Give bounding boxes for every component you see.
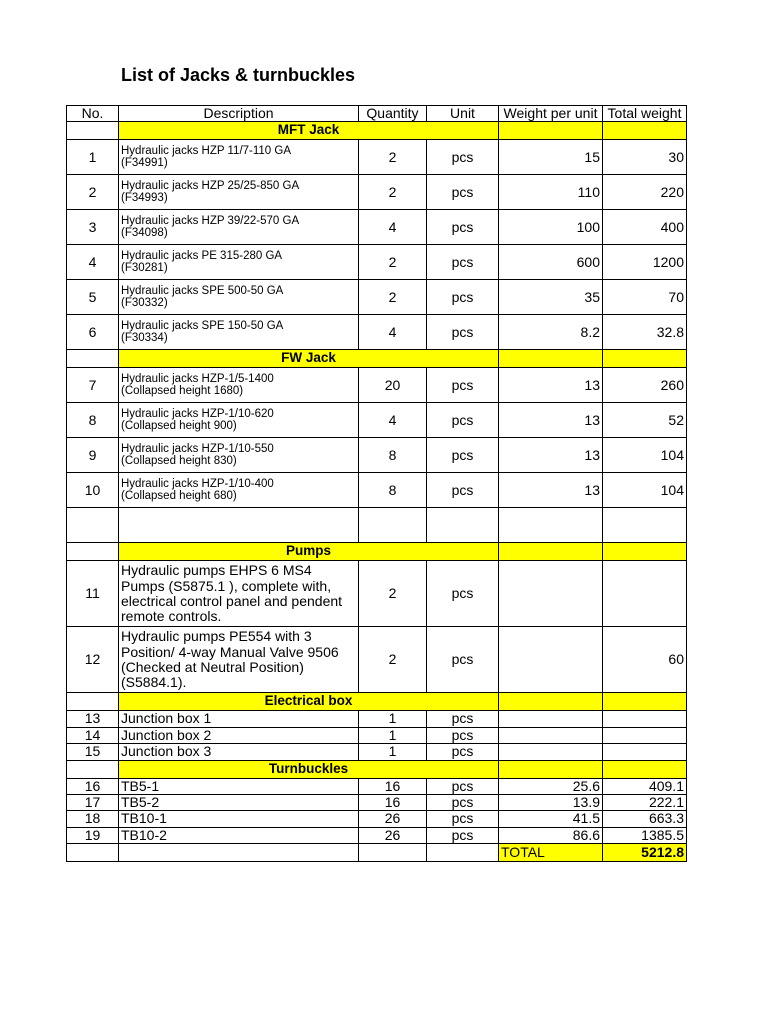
row-weight-per-unit: 13.9 [499, 794, 603, 810]
row-description: TB5-1 [119, 778, 359, 794]
row-unit: pcs [427, 744, 499, 760]
section-pumps: Pumps [119, 543, 499, 561]
table-row [67, 778, 687, 794]
row-weight-per-unit: 25.6 [499, 778, 603, 794]
row-unit: pcs [427, 727, 499, 743]
row-unit: pcs [427, 140, 499, 175]
row-unit: pcs [427, 473, 499, 508]
row-unit: pcs [427, 561, 499, 627]
row-weight-per-unit: 86.6 [499, 827, 603, 843]
row-unit: pcs [427, 794, 499, 810]
row-quantity: 2 [359, 561, 427, 627]
row-description: Hydraulic jacks HZP-1/10-620 (Collapsed height 900) [119, 403, 359, 438]
row-total-weight: 260 [603, 368, 687, 403]
row-quantity: 26 [359, 827, 427, 843]
row-weight-per-unit [499, 627, 603, 693]
header-description: Description [119, 106, 359, 122]
row-description: Hydraulic jacks HZP-1/5-1400 (Collapsed height 1680) [119, 368, 359, 403]
row-quantity: 8 [359, 438, 427, 473]
section-electrical-box: Electrical box [119, 693, 499, 711]
table-row [67, 315, 687, 350]
table-row [67, 627, 687, 693]
table-row [67, 140, 687, 175]
table-row [67, 473, 687, 508]
row-description: Hydraulic jacks HZP-1/10-550 (Collapsed height 830) [119, 438, 359, 473]
row-no: 15 [67, 744, 119, 760]
row-quantity: 1 [359, 711, 427, 727]
row-unit: pcs [427, 438, 499, 473]
row-weight-per-unit: 13 [499, 403, 603, 438]
header-total-weight: Total weight [603, 106, 687, 122]
row-no: 9 [67, 438, 119, 473]
row-quantity: 8 [359, 473, 427, 508]
row-no: 3 [67, 210, 119, 245]
row-total-weight: 70 [603, 280, 687, 315]
row-weight-per-unit: 15 [499, 140, 603, 175]
section-fw-jack: FW Jack [119, 350, 499, 368]
row-unit: pcs [427, 711, 499, 727]
row-no: 11 [67, 561, 119, 627]
row-no: 16 [67, 778, 119, 794]
row-no: 12 [67, 627, 119, 693]
row-total-weight: 1385.5 [603, 827, 687, 843]
row-total-weight: 104 [603, 438, 687, 473]
header-weight-per-unit: Weight per unit [499, 106, 603, 122]
table-row [67, 210, 687, 245]
total-label: TOTAL [499, 844, 603, 862]
row-weight-per-unit: 13 [499, 473, 603, 508]
row-no: 5 [67, 280, 119, 315]
row-weight-per-unit: 35 [499, 280, 603, 315]
row-no: 7 [67, 368, 119, 403]
table-row [67, 403, 687, 438]
total-value: 5212.8 [603, 844, 687, 862]
row-weight-per-unit: 41.5 [499, 811, 603, 827]
row-weight-per-unit: 13 [499, 438, 603, 473]
row-total-weight: 222.1 [603, 794, 687, 810]
table-row [67, 438, 687, 473]
row-weight-per-unit: 100 [499, 210, 603, 245]
row-no: 4 [67, 245, 119, 280]
row-description: Hydraulic jacks HZP 11/7-110 GA (F34991) [119, 140, 359, 175]
table-row [67, 175, 687, 210]
row-total-weight: 1200 [603, 245, 687, 280]
row-description: TB10-1 [119, 811, 359, 827]
row-quantity: 4 [359, 315, 427, 350]
row-description: Junction box 3 [119, 744, 359, 760]
row-quantity: 2 [359, 280, 427, 315]
row-quantity: 2 [359, 175, 427, 210]
row-no: 10 [67, 473, 119, 508]
row-weight-per-unit [499, 561, 603, 627]
table-row [67, 811, 687, 827]
row-total-weight: 32.8 [603, 315, 687, 350]
row-unit: pcs [427, 368, 499, 403]
section-turnbuckles: Turnbuckles [119, 760, 499, 778]
row-weight-per-unit: 600 [499, 245, 603, 280]
row-description: TB10-2 [119, 827, 359, 843]
row-unit: pcs [427, 811, 499, 827]
row-description: Hydraulic jacks HZP 39/22-570 GA (F34098) [119, 210, 359, 245]
row-no: 13 [67, 711, 119, 727]
row-quantity: 16 [359, 794, 427, 810]
table-row [67, 794, 687, 810]
row-unit: pcs [427, 627, 499, 693]
row-quantity: 2 [359, 140, 427, 175]
jacks-table [66, 105, 687, 862]
row-description: TB5-2 [119, 794, 359, 810]
row-no: 1 [67, 140, 119, 175]
row-unit: pcs [427, 210, 499, 245]
row-description: Hydraulic jacks PE 315-280 GA (F30281) [119, 245, 359, 280]
page-title: List of Jacks & turnbuckles [121, 65, 356, 85]
row-quantity: 20 [359, 368, 427, 403]
row-description: Hydraulic jacks HZP-1/10-400 (Collapsed height 680) [119, 473, 359, 508]
row-description: Hydraulic jacks SPE 500-50 GA (F30332) [119, 280, 359, 315]
row-description: Junction box 1 [119, 711, 359, 727]
row-unit: pcs [427, 315, 499, 350]
table-row [67, 744, 687, 760]
row-description: Hydraulic jacks SPE 150-50 GA (F30334) [119, 315, 359, 350]
row-description: Hydraulic jacks HZP 25/25-850 GA (F34993) [119, 175, 359, 210]
row-total-weight: 104 [603, 473, 687, 508]
header-unit: Unit [427, 106, 499, 122]
section-row [67, 760, 687, 778]
table-row [67, 727, 687, 743]
table-row [67, 245, 687, 280]
table-row [67, 368, 687, 403]
section-row [67, 693, 687, 711]
row-quantity: 1 [359, 727, 427, 743]
blank-row [67, 508, 687, 543]
row-weight-per-unit: 110 [499, 175, 603, 210]
row-total-weight: 400 [603, 210, 687, 245]
row-quantity: 16 [359, 778, 427, 794]
row-total-weight: 409.1 [603, 778, 687, 794]
section-row [67, 122, 687, 140]
row-quantity: 4 [359, 210, 427, 245]
total-row [67, 844, 687, 862]
table-row [67, 561, 687, 627]
row-no: 6 [67, 315, 119, 350]
row-unit: pcs [427, 280, 499, 315]
row-quantity: 26 [359, 811, 427, 827]
row-total-weight [603, 561, 687, 627]
row-no: 18 [67, 811, 119, 827]
row-total-weight: 220 [603, 175, 687, 210]
header-no: No. [67, 106, 119, 122]
section-mft-jack: MFT Jack [119, 122, 499, 140]
row-unit: pcs [427, 175, 499, 210]
row-no: 2 [67, 175, 119, 210]
row-quantity: 4 [359, 403, 427, 438]
row-description: Hydraulic pumps EHPS 6 MS4 Pumps (S5875.1 ), complete with, electrical control panel and pendent remote controls. [119, 561, 359, 627]
row-weight-per-unit: 13 [499, 368, 603, 403]
row-description: Hydraulic pumps PE554 with 3 Position/ 4-way Manual Valve 9506 (Checked at Neutral Position) (S5884.1). [119, 627, 359, 693]
row-unit: pcs [427, 827, 499, 843]
row-quantity: 2 [359, 627, 427, 693]
table-row [67, 827, 687, 843]
table-row [67, 280, 687, 315]
row-total-weight: 663.3 [603, 811, 687, 827]
row-total-weight: 30 [603, 140, 687, 175]
row-no: 17 [67, 794, 119, 810]
row-quantity: 1 [359, 744, 427, 760]
section-row [67, 543, 687, 561]
section-row [67, 350, 687, 368]
row-weight-per-unit: 8.2 [499, 315, 603, 350]
row-unit: pcs [427, 778, 499, 794]
row-unit: pcs [427, 403, 499, 438]
row-total-weight: 60 [603, 627, 687, 693]
row-no: 19 [67, 827, 119, 843]
row-no: 8 [67, 403, 119, 438]
row-description: Junction box 2 [119, 727, 359, 743]
row-unit: pcs [427, 245, 499, 280]
row-total-weight: 52 [603, 403, 687, 438]
row-no: 14 [67, 727, 119, 743]
header-quantity: Quantity [359, 106, 427, 122]
table-row [67, 711, 687, 727]
header-row [67, 106, 687, 122]
row-quantity: 2 [359, 245, 427, 280]
